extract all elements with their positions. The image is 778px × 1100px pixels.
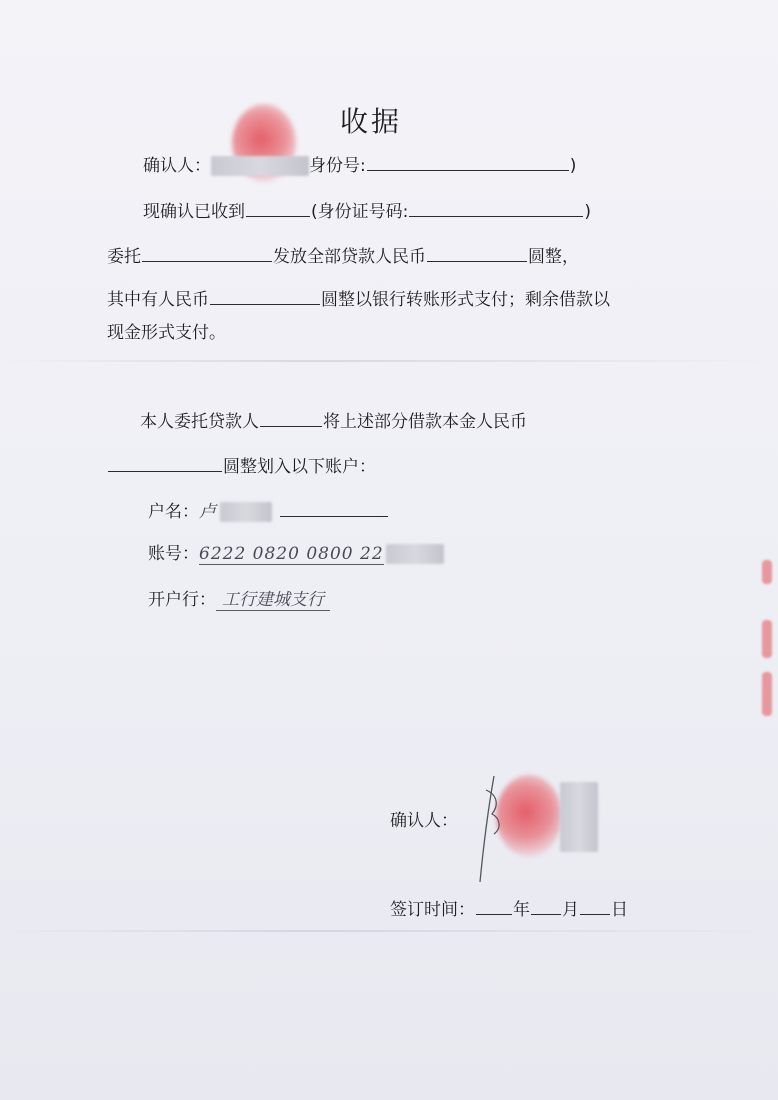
received-blank [246, 200, 310, 217]
edge-ink-mark [762, 672, 772, 716]
account-number-label: 账号： [148, 544, 199, 564]
signature-stroke [474, 770, 514, 890]
principal-blank [108, 455, 222, 472]
redacted-account-name [220, 502, 272, 522]
bank-label: 开户行： [148, 590, 216, 610]
edge-ink-mark [762, 620, 772, 658]
sign-time-label: 签订时间： [390, 900, 475, 920]
id-label: 身份号: [309, 156, 366, 176]
bank-handwriting: 工行建城支行 [216, 590, 330, 611]
confirmer-label: 确认人： [143, 156, 211, 176]
year-blank [476, 898, 512, 915]
redacted-signature [560, 782, 598, 852]
redacted-account-number [386, 544, 444, 564]
sign-time-line [390, 898, 628, 921]
transfer-text: 圆整以银行转账形式支付；剩余借款以 [321, 290, 610, 310]
transfer-line [107, 288, 610, 311]
month-blank [531, 898, 561, 915]
year-label: 年 [513, 900, 530, 920]
rmb-label: 其中有人民币 [107, 290, 209, 310]
account-name-handwriting: 卢 [199, 502, 216, 522]
entrust-label: 委托 [107, 247, 141, 267]
account-name-blank [280, 500, 388, 517]
account-name-label: 户名： [148, 502, 199, 522]
loan-amount-label: 发放全部贷款人民币 [273, 247, 426, 267]
bottom-confirmer-line [390, 810, 458, 832]
bank-line [148, 589, 330, 611]
entrust-line [107, 245, 579, 268]
paper-crease [0, 360, 778, 362]
redacted-name [211, 156, 309, 176]
lender-blank [260, 410, 322, 427]
cash-line: 现金形式支付。 [107, 323, 226, 343]
confirmer-line [143, 154, 576, 177]
account-intro-text: 圆整划入以下账户： [223, 457, 376, 477]
loan-amount-blank [427, 245, 527, 262]
day-label: 日 [611, 900, 628, 920]
edge-ink-mark [762, 560, 772, 584]
day-blank [580, 898, 610, 915]
received-line [143, 200, 591, 223]
paper-crease [0, 930, 778, 932]
principal-label: 将上述部分借款本金人民币 [323, 412, 527, 432]
transfer-amount-blank [210, 288, 320, 305]
month-label: 月 [562, 900, 579, 920]
bottom-confirmer-label: 确认人： [390, 811, 458, 831]
account-name-line [148, 500, 389, 523]
received-label: 现确认已收到 [143, 202, 245, 222]
id-blank [367, 154, 569, 171]
delegate-line [140, 410, 527, 433]
paren-close: ) [584, 202, 592, 222]
account-number-line [148, 543, 444, 565]
paren-close: ) [569, 156, 577, 176]
id-number-label: (身份证号码: [311, 202, 409, 222]
entrust-blank [142, 245, 272, 262]
delegate-label: 本人委托贷款人 [140, 412, 259, 432]
account-intro-line [107, 455, 376, 478]
document-title: 收据 [340, 105, 403, 138]
account-number-handwriting: 6222 0820 0800 22 [199, 544, 384, 564]
id-number-blank [409, 200, 583, 217]
amount-suffix: 圆整， [528, 247, 579, 267]
